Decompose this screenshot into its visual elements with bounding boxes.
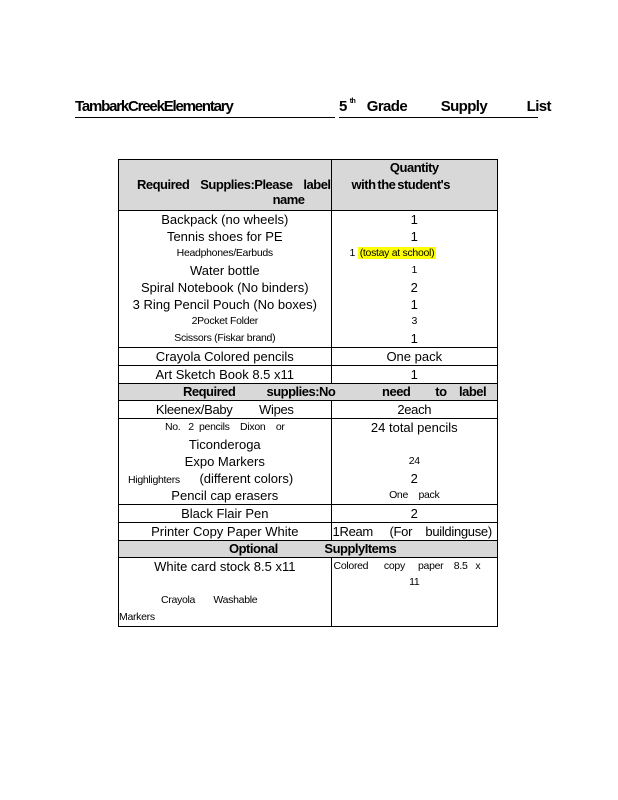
list-item: Crayola Washable: [161, 594, 258, 606]
list-item: Backpack (no wheels): [161, 212, 289, 227]
header-word: label: [303, 177, 331, 192]
quantity-header: Quantity: [331, 160, 497, 177]
list-item: Black Flair Pen: [119, 505, 332, 523]
list-item: 11: [409, 576, 420, 588]
quantity-value: 1: [410, 297, 418, 312]
grade-word: Grade: [366, 98, 408, 115]
optional-items: [119, 558, 498, 627]
quantity-value: 2: [410, 471, 418, 486]
quantity-value: 1Ream (For buildinguse): [331, 523, 497, 541]
quantity-value: 1: [349, 247, 356, 259]
supply-table: [118, 159, 498, 627]
no-label-header-row: [119, 384, 498, 401]
header-word: name: [272, 192, 305, 207]
grade-suffix: th: [349, 98, 356, 105]
header-word: Supplies:Please: [200, 177, 293, 192]
optional-header-row: [119, 541, 498, 558]
table-row: [119, 505, 498, 523]
grade-list-title: [339, 98, 551, 118]
list-item: Scissors (Fiskar brand): [174, 332, 276, 344]
list-item: Markers: [119, 611, 155, 623]
quantity-value: 2each: [331, 401, 497, 419]
table-row: [119, 348, 498, 366]
list-word: List: [526, 98, 551, 115]
header-word: student's: [397, 177, 450, 192]
no-label-header: Required supplies:No need to label: [119, 384, 498, 401]
page-title: [75, 98, 551, 120]
quantity-value: One pack: [331, 348, 497, 366]
required-label-items: [119, 211, 498, 348]
table-row: [119, 401, 498, 419]
table-header-row: [119, 160, 498, 177]
grade-number: 5: [339, 98, 347, 115]
quantity-value: 1: [410, 331, 418, 346]
highlighted-note: (tostay at school): [359, 247, 435, 259]
list-item: White card stock 8.5 x11: [154, 559, 296, 574]
list-item: Tennis shoes for PE: [166, 229, 283, 244]
header-word: Required: [137, 177, 190, 192]
quantity-value: One pack: [389, 489, 440, 501]
quantity-value: 24 total pencils: [370, 420, 458, 435]
list-item: Ticonderoga: [188, 437, 261, 452]
list-item: Pencil cap erasers: [171, 488, 279, 503]
quantity-value: 1: [331, 366, 497, 384]
quantity-value: 2: [331, 505, 497, 523]
quantity-value: 1: [411, 264, 418, 276]
table-row: [119, 366, 498, 384]
header-word: with: [351, 177, 376, 192]
no-label-items: [119, 419, 498, 505]
list-item: Expo Markers: [184, 454, 265, 469]
quantity-value: 24: [408, 455, 420, 467]
list-item: Colored copy paper 8.5 x: [333, 560, 481, 572]
optional-header: Optional SupplyItems: [119, 541, 498, 558]
quantity-value: 1: [410, 212, 418, 227]
header-word: the: [377, 177, 396, 192]
list-item: Art Sketch Book 8.5 x11: [119, 366, 332, 384]
quantity-value: 2: [410, 280, 418, 295]
quantity-value: 3: [411, 315, 418, 327]
list-item: 2Pocket Folder: [191, 315, 258, 327]
list-item: Crayola Colored pencils: [119, 348, 332, 366]
supply-word: Supply: [440, 98, 488, 115]
list-item: (different colors): [199, 471, 294, 486]
quantity-value: 1: [410, 229, 418, 244]
list-item: 3 Ring Pencil Pouch (No boxes): [132, 297, 317, 312]
list-item: Water bottle: [189, 263, 260, 278]
list-item: Kleenex/Baby Wipes: [119, 401, 332, 419]
list-item: Headphones/Earbuds: [176, 247, 273, 259]
school-name: TambarkCreekElementary: [75, 98, 335, 118]
list-item: Printer Copy Paper White: [119, 523, 332, 541]
list-item: Highlighters: [128, 474, 180, 486]
required-label-header-row: [119, 176, 498, 211]
list-item: Spiral Notebook (No binders): [140, 280, 309, 295]
list-item: No. 2 pencils Dixon or: [164, 421, 285, 433]
table-row: [119, 523, 498, 541]
